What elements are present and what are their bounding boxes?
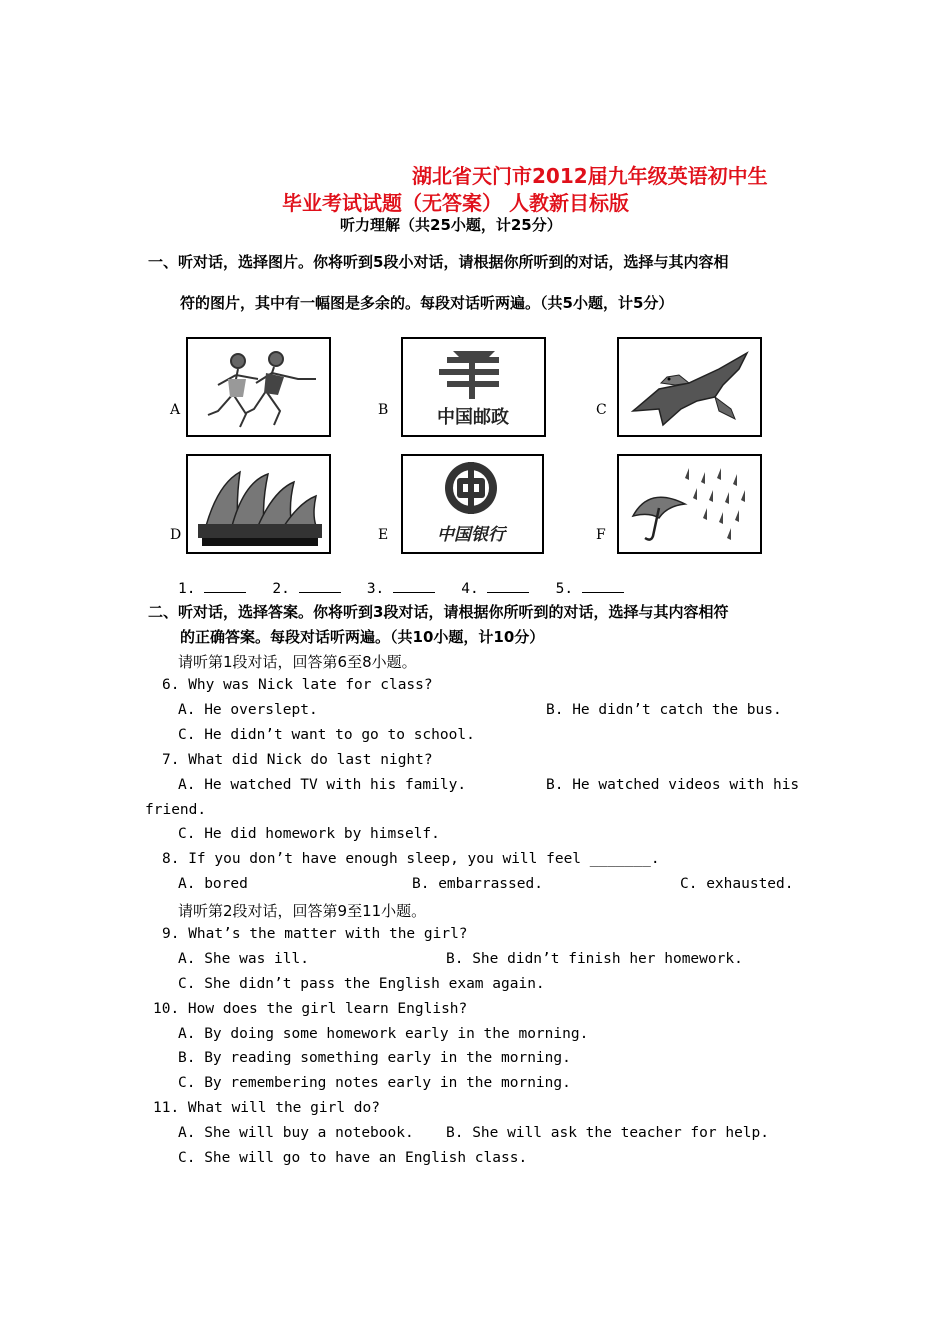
answer-blanks [178, 578, 624, 597]
q6-option-a: A. He overslept. [178, 702, 318, 718]
dialogue2-intro: 请听第2段对话，回答第9至11小题。 [178, 902, 427, 920]
china-post-caption: 中国邮政 [437, 407, 509, 428]
answer-blank-1[interactable] [204, 578, 246, 593]
picture-b [401, 337, 546, 437]
q11-option-c: C. She will go to have an English class. [178, 1150, 528, 1166]
picture-a [186, 337, 331, 437]
picture-e [401, 454, 544, 554]
china-post-logo-icon [403, 339, 544, 435]
q9-option-b: B. She didn’t finish her homework. [446, 951, 743, 967]
section1-instruction-1: 一、听对话，选择图片。你将听到5段小对话，请根据你所听到的对话，选择与其内容相 [148, 253, 729, 271]
q7-option-b-continued: friend. [145, 802, 207, 818]
answer-blank-2[interactable] [299, 578, 341, 593]
q9-option-c: C. She didn’t pass the English exam again. [178, 976, 545, 992]
section1-instruction-2: 符的图片，其中有一幅图是多余的。每段对话听两遍。（共5小题，计5分） [180, 294, 674, 312]
answer-number-3: 3. [366, 581, 385, 597]
bank-of-china-logo-icon [403, 456, 542, 552]
section2-instruction-2: 的正确答案。每段对话听两遍。（共10小题，计10分） [180, 628, 545, 646]
running-people-icon [188, 339, 329, 435]
bird-icon [619, 339, 760, 435]
answer-number-4: 4. [461, 581, 479, 597]
picture-f [617, 454, 762, 554]
answer-number-1: 1. [178, 581, 196, 597]
title-line-2: 毕业考试试题（无答案） 人教新目标版 [282, 191, 629, 215]
sydney-opera-house-icon [188, 456, 329, 552]
dialogue1-intro: 请听第1段对话，回答第6至8小题。 [178, 653, 417, 671]
bank-of-china-caption: 中国银行 [437, 525, 505, 545]
q9-option-a: A. She was ill. [178, 951, 309, 967]
picture-d [186, 454, 331, 554]
answer-number-2: 2. [272, 581, 290, 597]
answer-blank-3[interactable] [393, 578, 435, 593]
q8-option-a: A. bored [178, 876, 248, 892]
q6-option-b: B. He didn’t catch the bus. [546, 702, 782, 718]
answer-blank-4[interactable] [487, 578, 529, 593]
picture-label-d: D [170, 527, 182, 543]
q8-option-b: B. embarrassed. [412, 876, 543, 892]
q7-option-c: C. He did homework by himself. [178, 826, 440, 842]
picture-c [617, 337, 762, 437]
picture-label-b: B [378, 402, 389, 418]
q10-option-c: C. By remembering notes early in the morning. [178, 1075, 571, 1091]
picture-label-c: C [596, 402, 607, 418]
q6-option-c: C. He didn’t want to go to school. [178, 727, 475, 743]
picture-label-a: A [170, 402, 181, 418]
q10-stem: 10. How does the girl learn English? [153, 1001, 468, 1017]
answer-number-5: 5. [555, 581, 574, 597]
q11-option-b: B. She will ask the teacher for help. [446, 1125, 770, 1141]
picture-label-f: F [596, 527, 606, 543]
q9-stem: 9. What’s the matter with the girl? [162, 926, 468, 942]
umbrella-rain-icon [619, 456, 760, 552]
q6-stem: 6. Why was Nick late for class? [162, 677, 433, 693]
q11-option-a: A. She will buy a notebook. [178, 1125, 414, 1141]
answer-blank-5[interactable] [582, 578, 624, 593]
title-line-1: 湖北省天门市2012届九年级英语初中生 [412, 164, 768, 188]
q10-option-a: A. By doing some homework early in the morning. [178, 1026, 589, 1042]
q7-stem: 7. What did Nick do last night? [162, 752, 433, 768]
q7-option-a: A. He watched TV with his family. [178, 777, 467, 793]
q7-option-b: B. He watched videos with his [546, 777, 800, 793]
picture-label-e: E [378, 527, 389, 543]
q8-option-c: C. exhausted. [680, 876, 794, 892]
q10-option-b: B. By reading something early in the morning. [178, 1050, 571, 1066]
q8-stem: 8. If you don’t have enough sleep, you will feel _______. [162, 851, 660, 867]
q11-stem: 11. What will the girl do? [153, 1100, 380, 1116]
subtitle: 听力理解（共25小题，计25分） [340, 216, 562, 234]
section2-instruction-1: 二、听对话，选择答案。你将听到3段对话，请根据你所听到的对话，选择与其内容相符 [148, 603, 729, 621]
